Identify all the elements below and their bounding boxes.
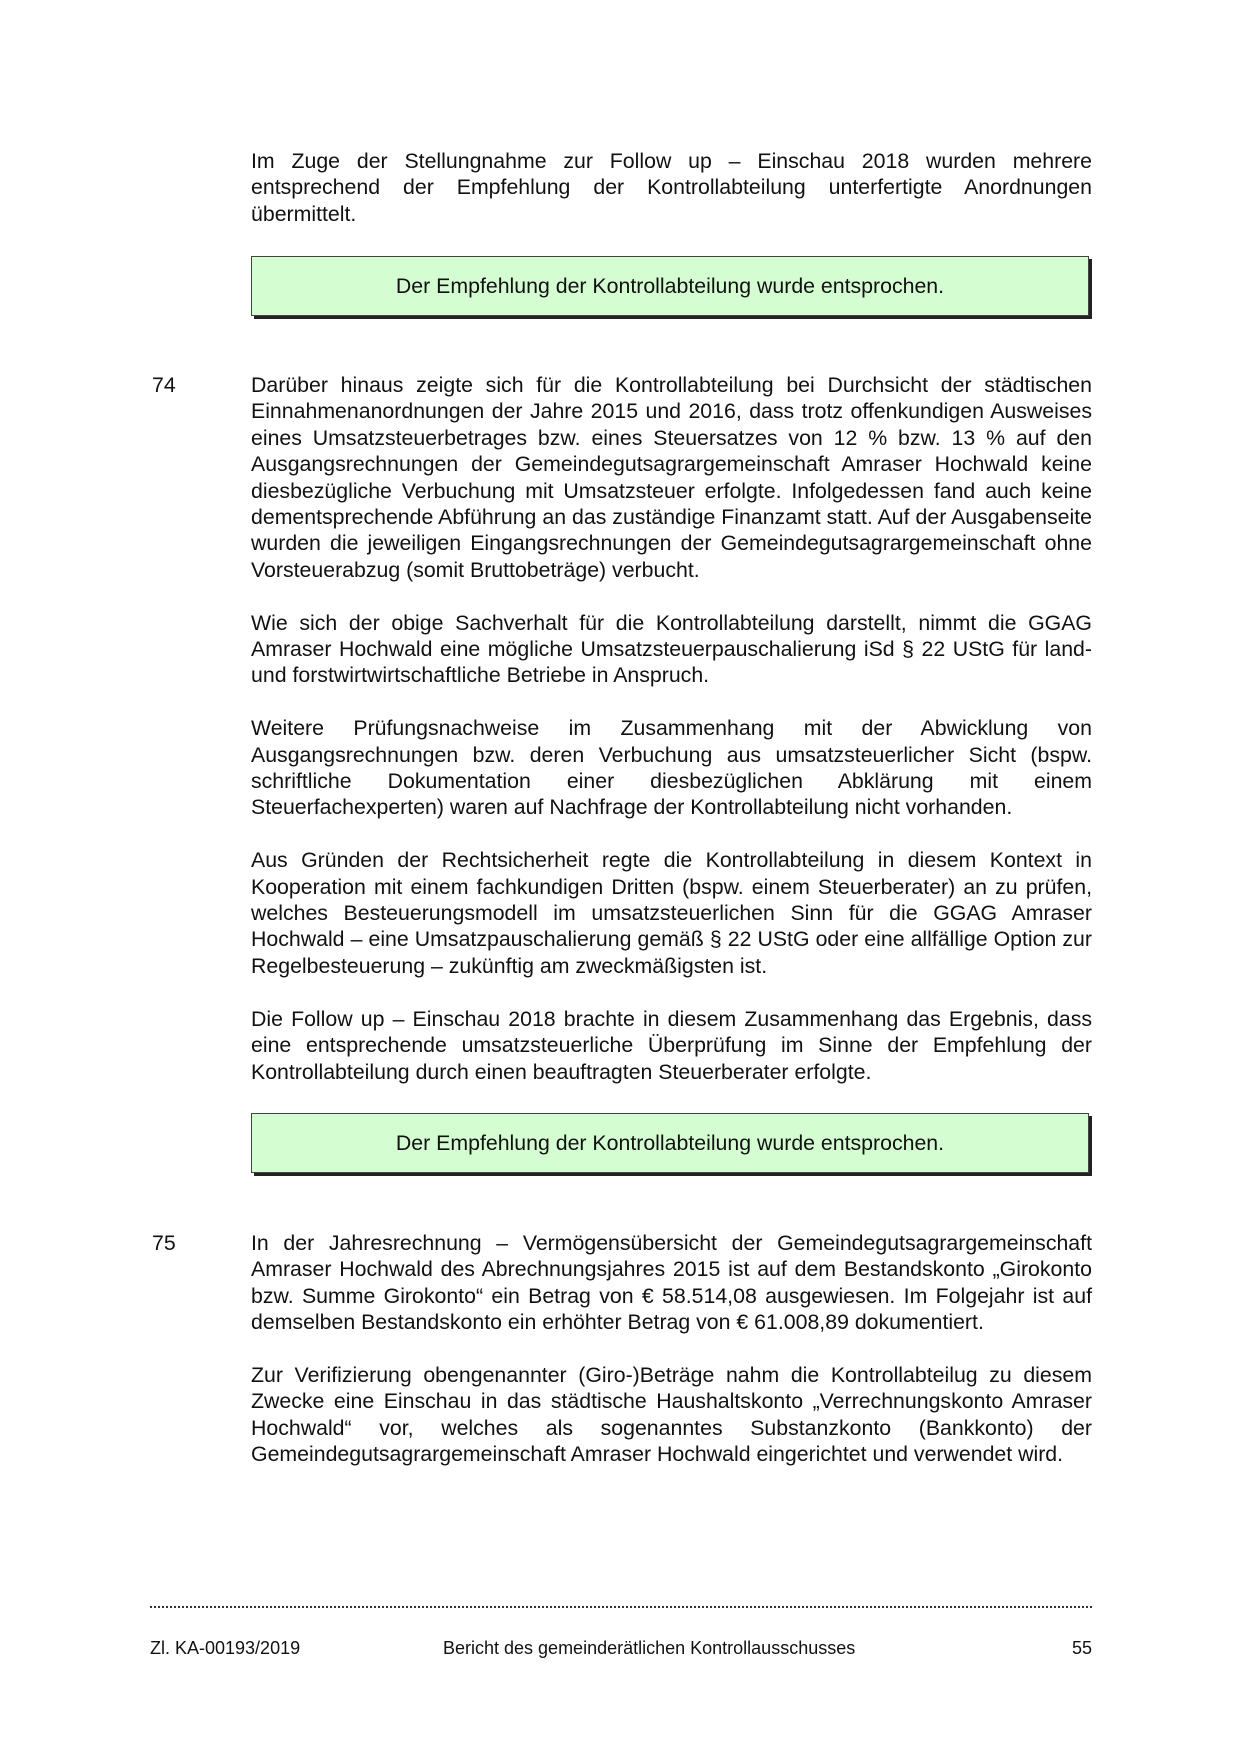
section-number: 75 — [152, 1231, 176, 1255]
recommendation-box — [251, 1113, 1089, 1173]
section-74 — [251, 372, 1092, 1111]
section-75 — [251, 1230, 1092, 1494]
paragraph: Weitere Prüfungsnachweise im Zusammenhang mit der Abwicklung von Ausgangsrechnungen bzw. deren Verbuchung aus umsatzsteuerlicher Sicht (bspw. schriftliche Dokumentation einer diesbezüglichen Abklärung mit einem Steuerfachexperten) waren auf Nachfrage der Kontrollabteilung nicht vorhanden. — [251, 716, 1092, 820]
page-number: 55 — [1072, 1638, 1093, 1658]
paragraph: Zur Verifizierung obengenannter (Giro-)Beträge nahm die Kontrollabteilug zu diesem Zwecke eine Einschau in das städtische Haushaltskonto „Verrechnungskonto Amraser Hochwald“ vor, welches als sogenanntes Substanzkonto (Bankkonto) der Gemeindegutsagrargemeinschaft Amraser Hochwald eingerichtet und verwendet wird. — [251, 1363, 1092, 1467]
footer-reference: Zl. KA-00193/2019 — [150, 1638, 301, 1658]
intro-paragraph — [251, 148, 1092, 254]
paragraph: Darüber hinaus zeigte sich für die Kontrollabteilung bei Durchsicht der städtischen Einnahmenanordnungen der Jahre 2015 und 2016, dass trotz offenkundigen Ausweises eines Umsatzsteuerbetrages bzw. eines Steuersatzes von 12 % bzw. 13 % auf den Ausgangsrechnungen der Gemeindegutsagrargemeinschaft Amraser Hochwald keine diesbezügliche Verbuchung mit Umsatzsteuer erfolgte. Infolgedessen fand auch keine dementsprechende Abführung an das zuständige Finanzamt statt. Auf der Ausgabenseite wurden die jeweiligen Eingangsrechnungen der Gemeindegutsagrargemeinschaft ohne Vorsteuerabzug (somit Bruttobeträge) verbucht. — [251, 373, 1092, 582]
paragraph: Aus Gründen der Rechtsicherheit regte die Kontrollabteilung in diesem Kontext in Kooperation mit einem fachkundigen Dritten (bspw. einem Steuerberater) an zu prüfen, welches Besteuerungsmodell im umsatzsteuerlichen Sinn für die GGAG Amraser Hochwald – eine Umsatzpauschalierung gemäß § 22 UStG oder eine allfällige Option zur Regelbesteuerung – zukünftig am zweckmäßigsten ist. — [251, 848, 1092, 978]
recommendation-text: Der Empfehlung der Kontrollabteilung wurde entsprochen. — [395, 273, 945, 298]
paragraph: In der Jahresrechnung – Vermögensübersicht der Gemeindegutsagrargemeinschaft Amraser Hochwald des Abrechnungsjahres 2015 ist auf dem Bestandskonto „Girokonto bzw. Summe Girokonto“ ein Betrag von € 58.514,08 ausgewiesen. Im Folgejahr ist auf demselben Bestandskonto ein erhöhter Betrag von € 61.008,89 dokumentiert. — [251, 1231, 1092, 1335]
paragraph: Im Zuge der Stellungnahme zur Follow up – Einschau 2018 wurden mehrere entsprechend der Empfehlung der Kontrollabteilung unterfertigte Anordnungen übermittelt. — [251, 149, 1092, 226]
recommendation-box — [251, 256, 1089, 316]
paragraph: Die Follow up – Einschau 2018 brachte in diesem Zusammenhang das Ergebnis, dass eine entsprechende umsatzsteuerliche Überprüfung im Sinne der Empfehlung der Kontrollabteilung durch einen beauftragten Steuerberater erfolgte. — [251, 1006, 1092, 1084]
section-number: 74 — [152, 373, 176, 397]
footer-title: Bericht des gemeinderätlichen Kontrollausschusses — [443, 1638, 856, 1658]
footer-divider — [150, 1602, 1092, 1608]
paragraph: Wie sich der obige Sachverhalt für die Kontrollabteilung darstellt, nimmt die GGAG Amraser Hochwald eine mögliche Umsatzsteuerpauschalierung iSd § 22 UStG für land- und forstwirtwirtschaftliche Betriebe in Anspruch. — [251, 610, 1092, 688]
recommendation-text: Der Empfehlung der Kontrollabteilung wurde entsprochen. — [395, 1130, 945, 1155]
